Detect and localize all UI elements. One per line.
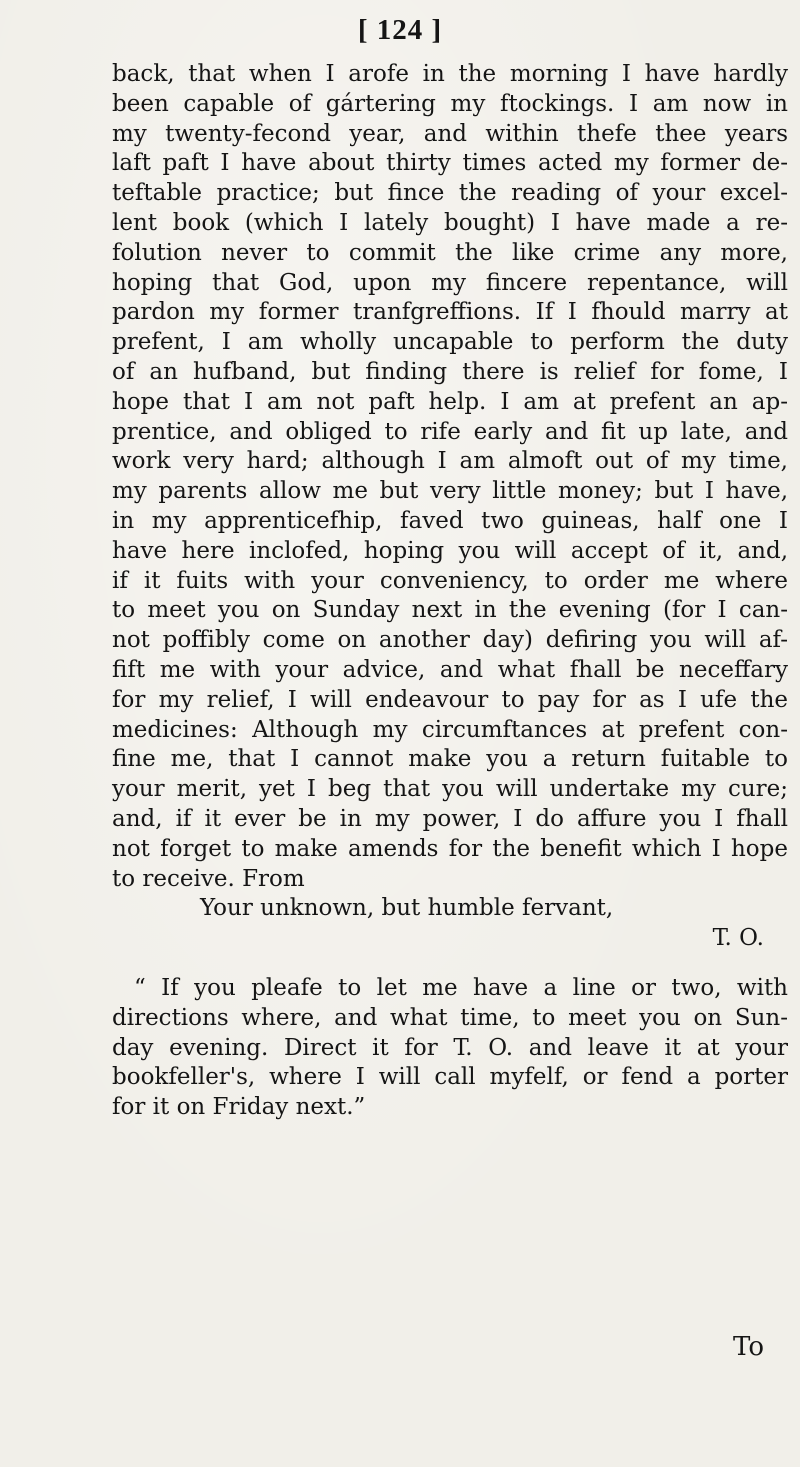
text-line: not forget to make amends for the benefit which I hope: [112, 835, 788, 862]
text-line: prefent, I am wholly uncapable to perform the duty: [112, 329, 788, 356]
text-line: folution never to commit the like crime any more,: [112, 239, 788, 266]
page-number: [ 124 ]: [357, 14, 443, 46]
text-line: hope that I am not paft help. I am at prefent an ap-: [112, 388, 788, 415]
text-line: work very hard; although I am almoft out of my time,: [112, 448, 788, 475]
catchword: To: [733, 1332, 764, 1362]
text-line: prentice, and obliged to rife early and fit up late, and: [112, 418, 788, 445]
text-line: for it on Friday next.”: [112, 1094, 366, 1121]
text-line: not poffibly come on another day) defiring you will af-: [112, 627, 788, 654]
text-line: hoping that God, upon my fincere repentance, will: [112, 269, 788, 296]
text-line: been capable of gártering my ftockings. I am now in: [112, 90, 788, 117]
text-line: medicines: Although my circumftances at prefent con-: [112, 716, 788, 743]
text-line: to meet you on Sunday next in the evening (for I can-: [112, 597, 788, 624]
text-line: in my apprenticefhip, faved two guineas, half one I: [112, 507, 788, 534]
text-line: and, if it ever be in my power, I do affure you I fhall: [112, 805, 788, 832]
letter-signature: T. O.: [712, 925, 764, 952]
text-line: bookfeller's, where I will call myfelf, or fend a porter: [112, 1064, 788, 1091]
text-line: for my relief, I will endeavour to pay for as I ufe the: [112, 686, 788, 713]
letter-closing: Your unknown, but humble fervant,: [200, 895, 614, 922]
text-line: lent book (which I lately bought) I have made a re-: [112, 209, 788, 236]
text-line: of an hufband, but finding there is relief for fome, I: [112, 358, 788, 385]
text-line: to receive. From: [112, 865, 305, 892]
text-line: have here inclofed, hoping you will accept of it, and,: [112, 537, 788, 564]
text-line: day evening. Direct it for T. O. and leave it at your: [112, 1034, 788, 1061]
text-line: fift me with your advice, and what fhall be neceffary: [112, 656, 788, 683]
letter-paragraph: [112, 60, 788, 894]
text-line: fine me, that I cannot make you a return fuitable to: [112, 746, 788, 773]
text-line: directions where, and what time, to meet you on Sun-: [112, 1004, 788, 1031]
text-line: my parents allow me but very little money; but I have,: [112, 478, 788, 505]
text-line: my twenty-fecond year, and within thefe thee years: [112, 120, 788, 147]
text-line: your merit, yet I beg that you will undertake my cure;: [112, 776, 788, 803]
letter-body: [112, 60, 788, 1123]
text-line: pardon my former tranfgreffions. If I fhould marry at: [112, 299, 788, 326]
text-line: laft paft I have about thirty times acted my former de-: [112, 150, 788, 177]
text-line: “ If you pleafe to let me have a line or two, with: [134, 974, 788, 1001]
text-line: back, that when I arofe in the morning I have hardly: [112, 61, 788, 87]
postscript-paragraph: [112, 974, 788, 1123]
text-line: teftable practice; but fince the reading of your excel-: [112, 180, 788, 207]
text-line: if it fuits with your conveniency, to order me where: [112, 567, 788, 594]
